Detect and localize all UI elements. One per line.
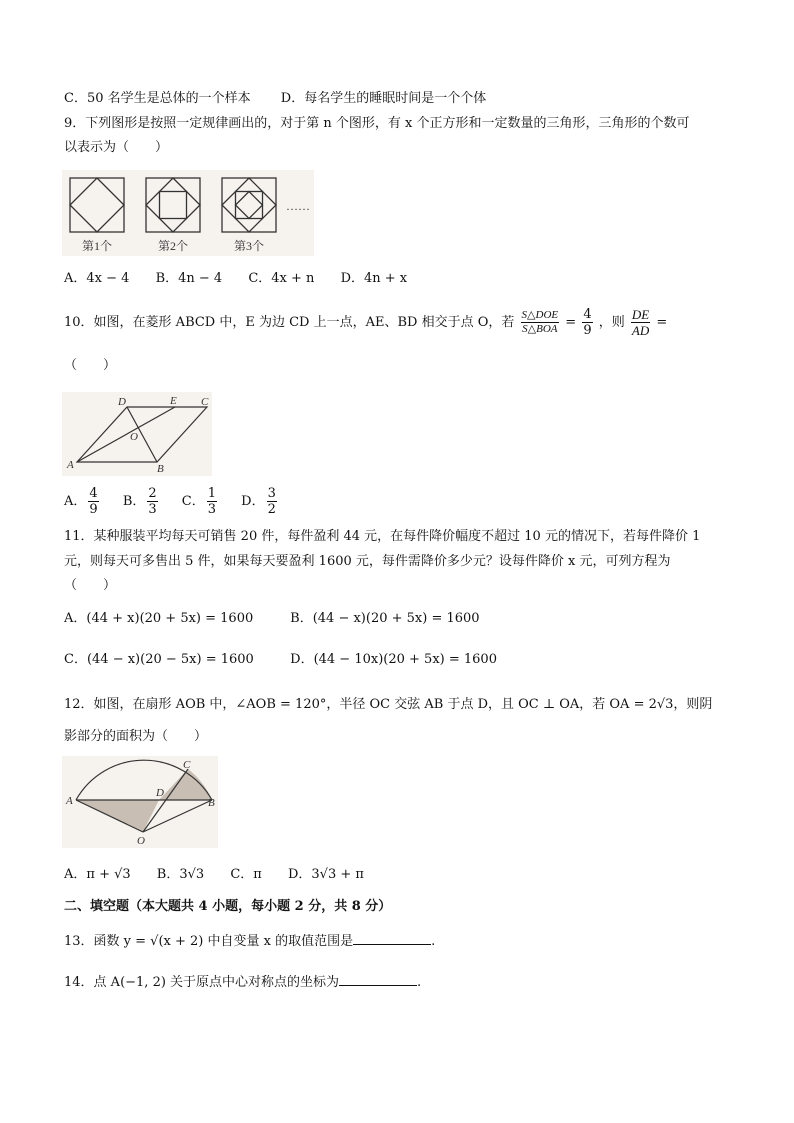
q10-option-b-value [147,486,157,517]
q9-option-c: C．4x + n [248,271,315,286]
q10-option-c-label: C． [181,494,205,509]
q12-option-a: A．π + √3 [64,867,131,882]
q12-label-d: D [156,787,164,799]
q12-label-b: B [208,797,215,809]
q10-asked-num: DE [631,307,650,322]
q10-tail: = [656,315,668,330]
q10-option-d-num: 3 [267,486,276,501]
q9-fig-label-2: 第2个 [158,239,189,253]
q10-label-a: A [67,459,74,471]
q10-option-a-value [88,486,98,517]
q10-figure-svg [62,392,212,476]
q14-end: . [417,975,422,990]
q9-fig-dots: …… [286,199,310,213]
q8-option-c: C．50 名学生是总体的一个样本 [64,91,251,106]
q10-option-b-den: 3 [148,502,157,517]
q12-figure [62,756,218,848]
q12-option-c: C．π [230,867,262,882]
q14-line [64,973,421,992]
q14-answer-blank[interactable] [339,973,417,986]
q10-given-value [582,307,592,338]
q10-label-d: D [118,396,126,408]
q10-option-d-den: 2 [267,502,276,517]
q10-label-b: B [157,463,164,475]
q10-option-a-num: 4 [89,486,98,501]
q10-option-b-num: 2 [148,486,157,501]
q11-stem-line3: （ ） [64,578,117,593]
q9-fig-label-3: 第3个 [234,239,265,253]
q10-option-c-den: 3 [207,502,217,517]
q10-stem-text: 10．如图，在菱形 ABCD 中，E 为边 CD 上一点，AE、BD 相交于点 O，若 [64,315,515,330]
q9-option-d: D．4n + x [340,271,408,286]
q10-given-num: 4 [583,307,592,322]
q10-option-a-den: 9 [89,502,98,517]
q10-area-ratio-den: S△BOA [522,323,558,335]
q10-options-row [64,484,279,520]
q11-options-row2 [64,651,497,669]
q12-figure-svg [62,756,218,848]
q10-option-d-label: D． [241,494,265,509]
q10-asked-ratio [631,307,650,338]
q12-stem-line1: 12．如图，在扇形 AOB 中，∠AOB = 120°，半径 OC 交弦 AB 于点 D，且 OC ⊥ OA，若 OA = 2√3，则阴 [64,697,713,712]
q9-stem-line1: 9．下列图形是按照一定规律画出的，对于第 n 个图形，有 x 个正方形和一定数量的三角形，三角形的个数可 [64,116,690,131]
q12-option-b: B．3√3 [156,867,205,882]
q10-label-e: E [170,395,177,407]
q9-option-a: A．4x − 4 [64,271,130,286]
q10-option-a-label: A． [64,494,87,509]
q9-option-b: B．4n − 4 [155,271,223,286]
q11-stem-line2: 元，则每天可多售出 5 件，如果每天要盈利 1600 元，每件需降价多少元？设每件降价 x 元，可列方程为 [64,554,671,569]
q11-option-c: C．(44 − x)(20 − 5x) = 1600 [64,652,254,667]
q12-label-o: O [137,835,145,847]
q12-label-c: C [183,759,191,771]
q10-area-ratio-num: S△DOE [521,309,559,321]
q11-option-a: A．(44 + x)(20 + 5x) = 1600 [64,611,254,626]
q12-stem-line2: 影部分的面积为（ ） [64,729,208,744]
q10-equals: = [565,315,577,330]
q9-figure-svg [62,170,314,256]
q9-fig-label-1: 第1个 [82,239,113,253]
q12-options-row [64,866,364,884]
q10-stem [64,306,667,340]
q10-then: ，则 [598,315,625,330]
q11-options-row1 [64,610,480,628]
q10-option-b-label: B． [122,494,146,509]
q14-text: 14．点 A(−1, 2) 关于原点中心对称点的坐标为 [64,975,340,990]
q11-stem-line1: 11．某种服装平均每天可销售 20 件，每件盈利 44 元，在每件降价幅度不超过 10 元的情况下，若每件降价 1 [64,529,701,544]
q12-option-d: D．3√3 + π [287,867,364,882]
q10-area-ratio [521,309,560,336]
section-2-title: 二、填空题（本大题共 4 小题，每小题 2 分，共 8 分） [64,899,392,914]
q11-option-b: B．(44 − x)(20 + 5x) = 1600 [290,611,480,626]
q11-option-d: D．(44 − 10x)(20 + 5x) = 1600 [290,652,497,667]
q10-label-o: O [130,431,138,443]
q10-asked-den: AD [631,323,650,338]
q10-figure [62,392,212,476]
q13-text: 13．函数 y = √(x + 2) 中自变量 x 的取值范围是 [64,934,354,949]
q10-option-c-value [207,486,217,517]
q13-answer-blank[interactable] [353,932,431,945]
q8-option-d: D．每名学生的睡眠时间是一个个体 [280,91,487,106]
q9-options-row [64,270,407,288]
q10-given-den: 9 [583,323,592,338]
q13-end: . [431,934,436,949]
q13-line [64,932,435,951]
q10-option-d-value [267,486,277,517]
q10-label-c: C [201,396,209,408]
q10-option-c-num: 1 [207,486,217,501]
q9-figure [62,170,314,256]
q8-options-row [64,90,486,108]
q12-label-a: A [66,795,73,807]
q9-stem-line2: 以表示为（ ） [64,140,169,155]
q10-paren: （ ） [64,358,117,373]
